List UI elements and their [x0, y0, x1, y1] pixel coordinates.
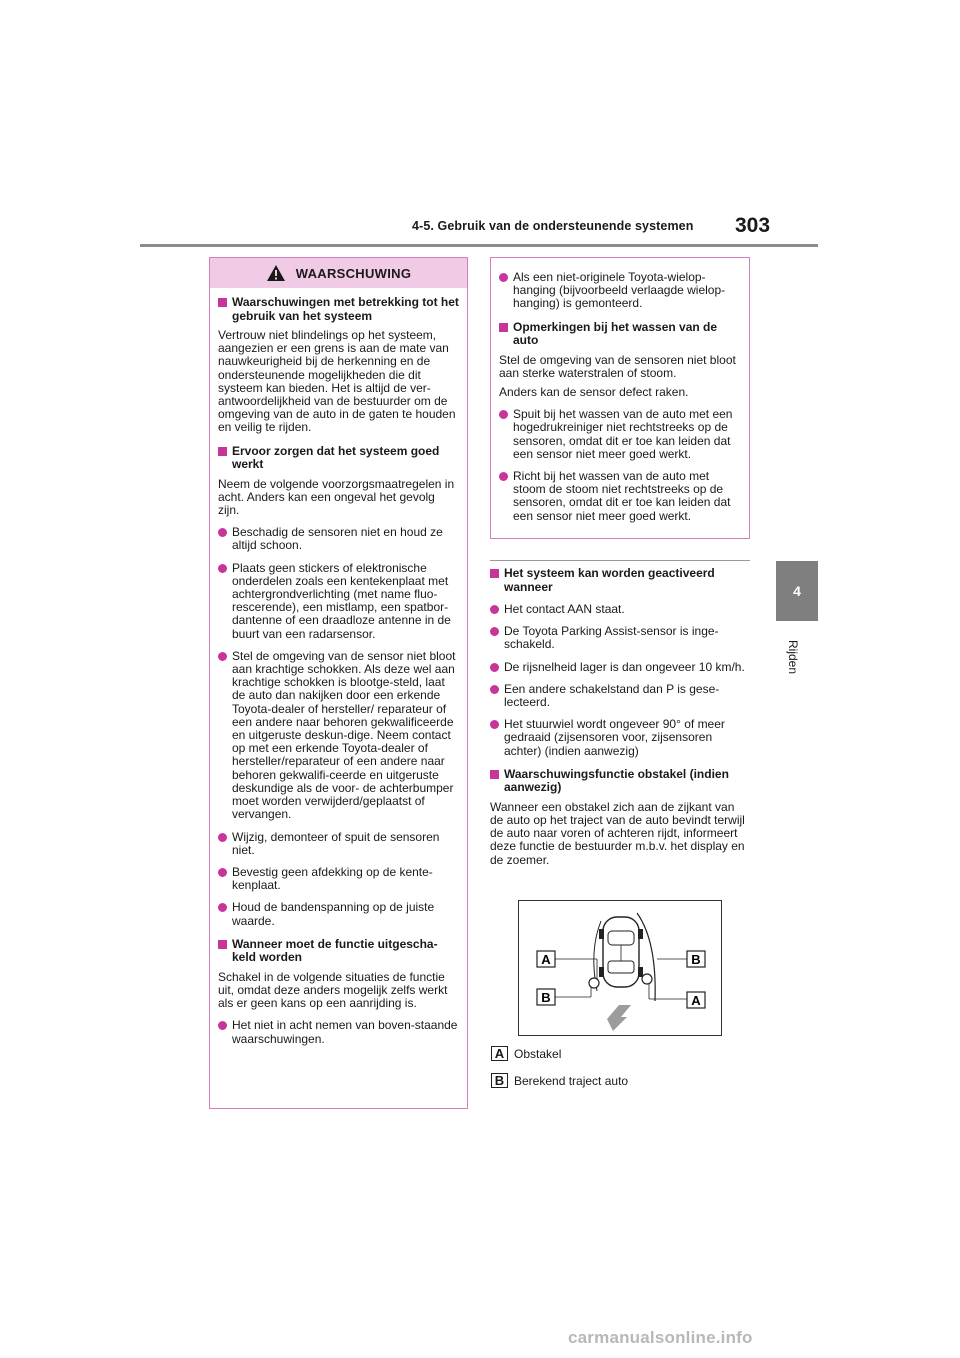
- warning-content-continued: [491, 258, 749, 523]
- heading-text: Het systeem kan worden geactiveerd wanneer: [504, 566, 715, 594]
- square-bullet-icon: [499, 323, 508, 332]
- list-item-text: Bevestig geen afdekking op de kente-kenplaat.: [232, 864, 433, 893]
- label-b-top: B: [691, 952, 701, 967]
- activation-section: [490, 567, 750, 867]
- list-item-text: De Toyota Parking Assist-sensor is inge-schakeld.: [504, 624, 719, 652]
- round-bullet-icon: [499, 273, 508, 282]
- obstacle-icon-left: [589, 978, 599, 988]
- legend-text: Obstakel: [514, 1046, 562, 1061]
- paragraph: Neem de volgende voorzorgsmaatregelen in acht. Anders kan een ongeval het gevolg zijn.: [218, 476, 455, 518]
- list-item: [218, 1019, 459, 1045]
- paragraph: Vertrouw niet blindelings op het systeem, aangezien er een grens is aan de mate van nauwkeurigheid bij de herkenning en de ondersteunende mogelijkheden die dit systeem kan bieden. Het is altijd de ver-antwoordelijkheid van de bestuurder om de omgeving van de auto in de gaten te houden en veilig te rijden.: [218, 328, 456, 435]
- legend-item-obstacle: [491, 1046, 561, 1061]
- round-bullet-icon: [218, 564, 227, 573]
- warning-box-right: [490, 257, 750, 539]
- round-bullet-icon: [499, 472, 508, 481]
- list-item: [490, 625, 750, 651]
- list-item: [490, 718, 750, 758]
- list-item-text: Richt bij het wassen van de auto met stoom de stoom niet rechtstreeks op de sensoren, omdat dit er toe kan leiden dat een sensor niet meer goed werkt.: [513, 469, 731, 523]
- list-item: [499, 470, 741, 523]
- trajectory-line-right: [637, 913, 655, 1001]
- legend-key: A: [491, 1046, 508, 1061]
- obstacle-icon-right: [642, 974, 652, 984]
- subsection-heading: [218, 445, 459, 472]
- round-bullet-icon: [499, 410, 508, 419]
- watermark: carmanualsonline.info: [568, 1328, 753, 1347]
- diagram-svg: [519, 901, 721, 1035]
- square-bullet-icon: [218, 298, 227, 307]
- round-bullet-icon: [218, 528, 227, 537]
- square-bullet-icon: [218, 940, 227, 949]
- paragraph: Stel de omgeving van de sensoren niet bloot aan sterke waterstralen of stoom.: [499, 352, 736, 380]
- subsection-heading: [218, 938, 459, 965]
- chapter-tab: [776, 561, 818, 621]
- heading-text: Ervoor zorgen dat het systeem goed werkt: [232, 443, 440, 472]
- header-rule: [140, 244, 818, 247]
- list-item-text: Het stuurwiel wordt ongeveer 90° of meer gedraaid (zijsensoren voor, zijsensoren achter) (indien aanwezig): [504, 717, 725, 758]
- legend-key: B: [491, 1073, 508, 1088]
- warning-header: [210, 258, 467, 288]
- heading-text: Opmerkingen bij het wassen van de auto: [513, 319, 718, 348]
- round-bullet-icon: [218, 1021, 227, 1030]
- list-item-text: Een andere schakelstand dan P is gese-lecteerd.: [504, 681, 720, 710]
- list-item: [499, 408, 741, 461]
- list-item: [499, 271, 741, 311]
- list-item-text: De rijsnelheid lager is dan ongeveer 10 km/h.: [504, 659, 745, 674]
- list-item: [490, 603, 750, 616]
- round-bullet-icon: [218, 652, 227, 661]
- paragraph: Schakel in de volgende situaties de functie uit, omdat deze anders mogelijk zelfs werkt als er geen kans op een aanrijding is.: [218, 969, 448, 1011]
- chapter-label: Rijden: [786, 640, 800, 675]
- section-title: 4-5. Gebruik van de ondersteunende systemen: [412, 219, 694, 233]
- warning-triangle-icon: [266, 264, 286, 282]
- list-item: [218, 562, 459, 641]
- label-b-bottom: B: [541, 990, 551, 1005]
- list-item-text: Wijzig, demonteer of spuit de sensoren niet.: [232, 829, 440, 857]
- subsection-heading: [490, 567, 750, 594]
- round-bullet-icon: [218, 833, 227, 842]
- warning-content: [210, 288, 467, 1046]
- warning-box-left: [209, 257, 468, 1109]
- direction-arrow: [607, 1005, 631, 1031]
- round-bullet-icon: [490, 720, 499, 729]
- square-bullet-icon: [490, 770, 499, 779]
- round-bullet-icon: [490, 627, 499, 636]
- main-content-right: [490, 560, 750, 867]
- subsection-heading: [490, 768, 750, 795]
- obstacle-warning-diagram: [518, 900, 722, 1036]
- list-item-text: Stel de omgeving van de sensor niet bloot aan krachtige schokken. Als deze wel aan krachtige schokken is blootge-steld, laat de auto dan nakijken door een erkende Toyota-dealer of hersteller/ reparateur of een andere naar behoren gekwalificeerde en uitgeruste deskun-dige. Neem contact op met een erkende Toyota-dealer of hersteller/reparateur of een andere naar behoren gekwalifi-ceerde en uitgeruste deskundige als de voor- de achterbumper moet worden verwijderd/geplaatst of vervangen.: [232, 648, 456, 822]
- legend-text: Berekend traject auto: [514, 1073, 629, 1088]
- paragraph: Wanneer een obstakel zich aan de zijkant van de auto op het traject van de auto bevindt terwijl de auto naar voren of achteren rijdt, informeert deze functie de bestuurder m.b.v. het display en de zoemer.: [490, 799, 745, 867]
- list-item: [218, 526, 459, 552]
- round-bullet-icon: [490, 663, 499, 672]
- round-bullet-icon: [218, 903, 227, 912]
- subsection-heading: [499, 321, 741, 348]
- paragraph: Anders kan de sensor defect raken.: [499, 385, 689, 400]
- heading-text: Wanneer moet de functie uitgescha-keld worden: [232, 936, 438, 965]
- heading-text: Waarschuwingsfunctie obstakel (indien aanwezig): [504, 766, 729, 795]
- list-item-text: Beschadig de sensoren niet en houd ze altijd schoon.: [232, 525, 443, 553]
- subsection-heading: [218, 296, 459, 323]
- round-bullet-icon: [490, 605, 499, 614]
- list-item-text: Als een niet-originele Toyota-wielop-hanging (bijvoorbeeld verlaagde wielop-hanging) is gemonteerd.: [513, 270, 726, 311]
- list-item: [218, 866, 459, 892]
- chapter-number: 4: [793, 583, 801, 599]
- heading-text: Waarschuwingen met betrekking tot het gebruik van het systeem: [232, 295, 459, 323]
- list-item: [218, 901, 459, 927]
- list-item: [490, 661, 750, 674]
- list-item-text: Plaats geen stickers of elektronische onderdelen zoals een kentekenplaat met achtergrondverlichting (met name fluo-rescerende), een mistlamp, een spatbor-dantenne of een draadloze antenne in de buurt van een radarsensor.: [232, 560, 451, 641]
- section-divider: [490, 560, 750, 561]
- round-bullet-icon: [218, 868, 227, 877]
- page-number: 303: [735, 214, 771, 237]
- list-item-text: Houd de bandenspanning op de juiste waarde.: [232, 900, 435, 928]
- square-bullet-icon: [218, 447, 227, 456]
- list-item: [490, 683, 750, 709]
- list-item-text: Spuit bij het wassen van de auto met een hogedrukreiniger niet rechtstreeks op de sensoren, omdat dit er toe kan leiden dat een sensor niet meer goed werkt.: [513, 407, 733, 461]
- list-item: [218, 831, 459, 857]
- list-item-text: Het contact AAN staat.: [504, 602, 625, 616]
- round-bullet-icon: [490, 685, 499, 694]
- legend-item-trajectory: [491, 1073, 628, 1088]
- square-bullet-icon: [490, 569, 499, 578]
- list-item-text: Het niet in acht nemen van boven-staande waarschuwingen.: [232, 1018, 458, 1046]
- label-a-bottom: A: [691, 993, 701, 1008]
- warning-title: WAARSCHUWING: [295, 265, 412, 281]
- label-a-top: A: [541, 952, 551, 967]
- list-item: [218, 650, 459, 822]
